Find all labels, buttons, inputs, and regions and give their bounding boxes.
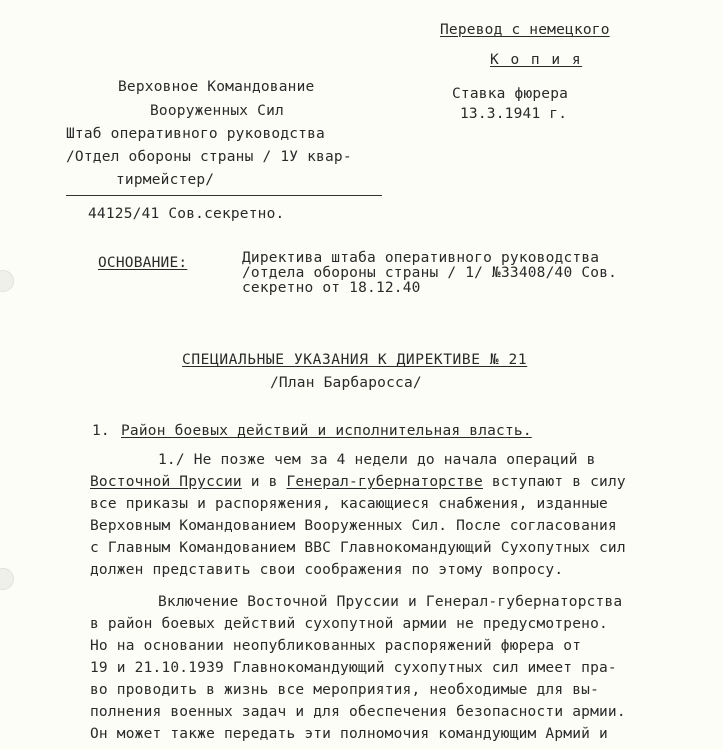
paragraph-line: Включение Восточной Пруссии и Генерал-губернаторства: [158, 594, 623, 610]
place-name: Восточной Пруссии: [90, 474, 242, 490]
basis-label: ОСНОВАНИЕ:: [98, 255, 188, 271]
paragraph-line: во проводить в жизнь все мероприятия, необходимые для вы-: [90, 682, 599, 698]
divider: [66, 195, 382, 196]
copy-label: К о п и я: [490, 52, 583, 68]
date: 13.3.1941 г.: [460, 106, 568, 122]
basis-line: Директива штаба оперативного руководства: [242, 250, 600, 266]
paragraph-line: 19 и 21.10.1939 Главнокомандующий сухопутных сил имеет пра-: [90, 660, 617, 676]
doc-number: 44125/41 Сов.секретно.: [88, 206, 285, 222]
sender-line: Верховное Командование: [118, 79, 315, 95]
paragraph-line: должен представить свои соображения по этому вопросу.: [90, 562, 564, 578]
basis-line: /отдела обороны страны / 1/ №33408/40 Сов.: [242, 265, 618, 281]
sender-line: тирмейстер/: [116, 172, 215, 188]
paragraph-line: полнения военных задач и для обеспечения безопасности армии.: [90, 704, 626, 720]
paragraph-line: в район боевых действий сухопутной армии не предусмотрено.: [90, 616, 608, 632]
document-title: СПЕЦИАЛЬНЫЕ УКАЗАНИЯ К ДИРЕКТИВЕ № 21: [182, 352, 528, 368]
section-number: 1.: [92, 423, 110, 439]
translation-note: Перевод с немецкого: [440, 22, 610, 38]
paragraph-line: Но на основании неопубликованных распоряжений фюрера от: [90, 638, 582, 654]
sender-line: /Отдел обороны страны / 1У квар-: [66, 149, 352, 165]
sender-line: Вооруженных Сил: [150, 103, 284, 119]
paragraph-line: Верховным Командованием Вооруженных Сил. После согласования: [90, 518, 617, 534]
sender-line: Штаб оперативного руководства: [66, 126, 325, 142]
document-subtitle: /План Барбаросса/: [270, 375, 422, 391]
place: Ставка фюрера: [452, 86, 569, 102]
punch-hole: [0, 270, 14, 292]
section-heading: Район боевых действий и исполнительная власть.: [121, 423, 532, 439]
punch-hole: [0, 568, 14, 590]
paragraph-line: Он может также передать эти полномочия командующим Армий и: [90, 726, 608, 742]
basis-line: секретно от 18.12.40: [242, 280, 421, 296]
paragraph-line: все приказы и распоряжения, касающиеся снабжения, изданные: [90, 496, 608, 512]
paragraph-line: Восточной Пруссии и в Генерал-губернаторстве вступают в силу: [90, 474, 626, 490]
paragraph-line: 1./ Не позже чем за 4 недели до начала операций в: [158, 452, 596, 468]
place-name: Генерал-губернаторстве: [286, 474, 483, 490]
paragraph-line: с Главным Командованием ВВС Главнокомандующий Сухопутных сил: [90, 540, 626, 556]
